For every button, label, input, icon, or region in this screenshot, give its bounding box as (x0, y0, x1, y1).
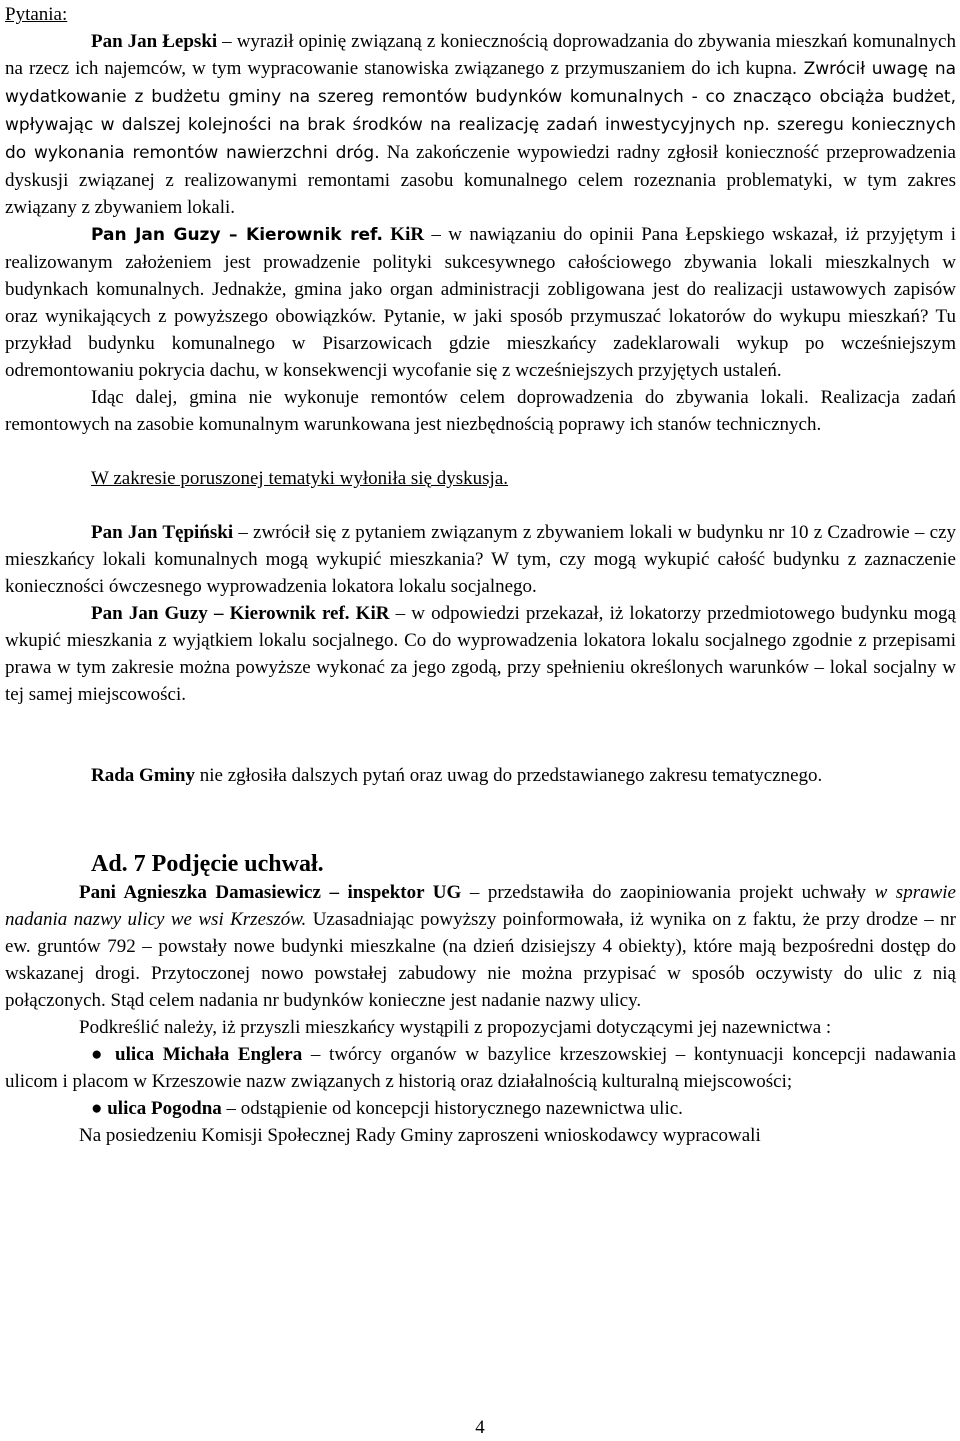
list-item-englera: ● ulica Michała Englera – twórcy organów w bazylice krzeszowskiej – kontynuacji koncepcji nadawania ulicom i placom w Krzeszowie nazw związanych z historią oraz działalnością kulturalną miejscowości; (5, 1044, 957, 1092)
resolution-title: w sprawie nadania nazwy ulicy we wsi Krzeszów. (5, 882, 956, 930)
section-heading-ad7: Ad. 7 Podjęcie uchwał. (91, 851, 324, 877)
street-name: ulica Pogodna (107, 1098, 222, 1119)
bullet-icon: ● (91, 1044, 116, 1065)
paragraph-guzy-1: Pan Jan Guzy – Kierownik ref. KiR – w nawiązaniu do opinii Pana Łepskiego wskazał, iż przyjętym i realizowanym założeniem jest prowadzenie polityki sukcesywnego całościowego zbywania lokali mieszkalnych w budynkach komunalnych. Jednakże, gmina jako organ administracji zobligowana jest do realizacji ustawowych zapisów oraz wynikających z powyższego obowiązków. Pytanie, w jaki sposób przymuszać lokatorów do wykupu mieszkań? Tu przykład budynku komunalnego w Pisarzowicach gdzie mieszkańcy zadeklarowali wykup po wcześniejszym odremontowaniu pokrycia dachu, w konsekwencji wycofanie się z wcześniejszych przyjętych ustaleń. (5, 224, 956, 381)
page-number: 4 (475, 1417, 485, 1438)
speaker-name: Pan Jan Guzy – Kierownik ref. (91, 225, 383, 245)
speaker-name: Pan Jan Guzy – Kierownik ref. KiR (91, 603, 390, 624)
bullet-icon: ● (91, 1098, 108, 1119)
list-item-pogodna: ● ulica Pogodna – odstąpienie od koncepcji historycznego nazewnictwa ulic. (91, 1098, 683, 1119)
speaker-name: Rada Gminy (91, 765, 195, 786)
paragraph-damasiewicz: Pani Agnieszka Damasiewicz – inspektor UG – przedstawiła do zaopiniowania projekt uchwały w sprawie nadania nazwy ulicy we wsi Krzeszów. Uzasadniając powyższy poinformowała, iż wynika on z faktu, że przy drodze – nr ew. gruntów 792 – powstały nowe budynki mieszkalne (na dzień dzisiejszy 4 obiekty), które mają bezpośredni dostęp do wskazanej drogi. Przytoczonej nowo powstałej zabudowy nie można przypisać w sposób oczywisty do ulic z nią połączonych. Stąd celem nadania nr budynków konieczne jest nadanie nazwy ulicy. (5, 882, 956, 1011)
speaker-name: Pan Jan Łepski (91, 31, 218, 52)
paragraph-propozycje: Podkreślić należy, iż przyszli mieszkańcy wystąpili z propozycjami dotyczącymi jej nazewnictwa : (79, 1017, 832, 1038)
section-heading-pytania: Pytania: (5, 4, 68, 25)
discussion-heading: W zakresie poruszonej tematyki wyłoniła się dyskusja. (91, 468, 509, 489)
paragraph-gmina-remonty: Idąc dalej, gmina nie wykonuje remontów celem doprowadzenia do zbywania lokali. Realizacja zadań remontowych na zasobie komunalnym warunkowana jest niezbędnością poprawy ich stanów technicznych. (5, 387, 956, 435)
paragraph-lepski: Pan Jan Łepski – wyraził opinię związaną z koniecznością doprowadzania do zbywania mieszkań komunalnych na rzecz ich najemców, w tym wypracowanie stanowiska związanego z przymuszaniem do ich kupna. Zwrócił uwagę na wydatkowanie z budżetu gminy na szereg remontów budynków komunalnych - co znacząco obciąża budżet, wpływając w dalszej kolejności na brak środków na realizację zadań inwestycyjnych np. szeregu koniecznych do wykonania remontów nawierzchni dróg. Na zakończenie wypowiedzi radny zgłosił konieczność przeprowadzenia dyskusji związanej z realizowanymi remontami zasobu komunalnego celem rozeznania problematyki, w tym zakres związany z zbywaniem lokali. (5, 31, 957, 218)
paragraph-posiedzenie: Na posiedzeniu Komisji Społecznej Rady Gminy zaproszeni wnioskodawcy wypracowali (79, 1125, 761, 1146)
paragraph-rada-gminy: Rada Gminy nie zgłosiła dalszych pytań oraz uwag do przedstawianego zakresu tematycznego. (91, 765, 823, 786)
street-name: ulica Michała Englera (115, 1044, 303, 1065)
paragraph-tepinski: Pan Jan Tępiński – zwrócił się z pytaniem związanym z zbywaniem lokali w budynku nr 10 z Czadrowie – czy mieszkańcy lokali komunalnych mogą wykupić mieszkania? W tym, czy mogą wykupić całość budynku z zaznaczenie konieczności ówczesnego wyprowadzenia lokatora lokalu socjalnego. (5, 522, 957, 597)
speaker-name: Pani Agnieszka Damasiewicz – inspektor UG (79, 882, 462, 903)
paragraph-guzy-2: Pan Jan Guzy – Kierownik ref. KiR – w odpowiedzi przekazał, iż lokatorzy przedmiotowego budynku mogą wkupić mieszkania z wyjątkiem lokalu socjalnego. Co do wyprowadzenia lokatora lokalu socjalnego zgodnie z przepisami prawa w tym zakresie można powyższe wykonać za jego zgodą, przy spełnieniu określonych warunków – lokal socjalny w tej samej miejscowości. (5, 603, 956, 705)
speaker-name: Pan Jan Tępiński (91, 522, 234, 543)
